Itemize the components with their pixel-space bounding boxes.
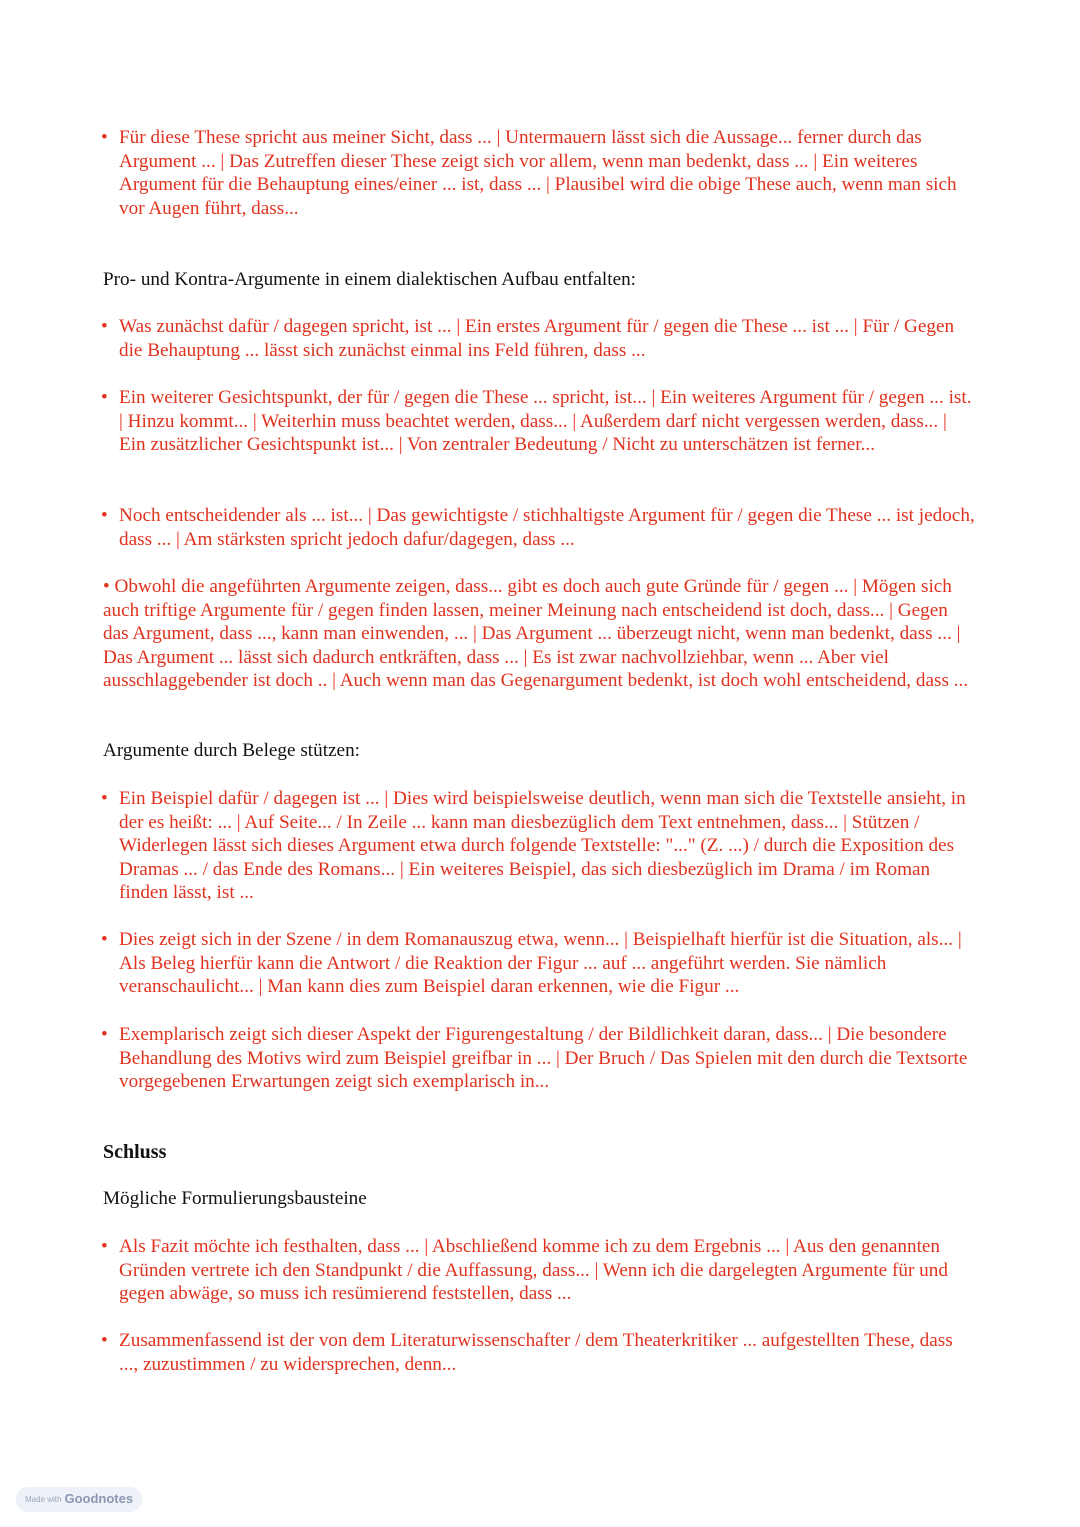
goodnotes-badge xyxy=(16,1487,142,1512)
list-item: • Exemplarisch zeigt sich dieser Aspekt der Figurengestaltung / der Bildlichkeit daran, dass... | Die besondere Behandlung des Motivs wird zum Beispiel greifbar in ... | Der Bruch / Das Spielen mit den durch die Textsorte vorgegebenen Erwartungen zeigt sich exemplarisch in... xyxy=(101,1024,968,1093)
counterargument-paragraph: • Obwohl die angeführten Argumente zeigen, dass... gibt es doch auch gute Gründe für / gegen ... | Mögen sich auch triftige Argumente für / gegen finden lassen, meiner Meinung nach entscheidend ist doch, dass... | Gegen das Argument, dass ..., kann man einwenden, ... | Das Argument ... überzeugt nicht, wenn man bedenkt, dass ... | Das Argument ... lässt sich dadurch entkräften, dass ... | Es ist zwar nachvollziehbar, wenn ... Aber viel ausschlaggebender ist doch .. | Auch wenn man das Gegenargument bedenkt, ist doch wohl entscheidend, dass ... xyxy=(103,576,969,692)
list-item: • Noch entscheidender als ... ist... | Das gewichtigste / stichhaltigste Argument für / gegen die These ... ist jedoch, dass ... | Am stärksten spricht jedoch dafur/dagegen, dass ... xyxy=(101,505,975,550)
list-item: • Zusammenfassend ist der von dem Literaturwissenschafter / dem Theaterkritiker ... aufgestellten These, dass ..., zuzustimmen / zu widersprechen, denn... xyxy=(101,1330,953,1375)
list-item: • Ein Beispiel dafür / dagegen ist ... | Dies wird beispielsweise deutlich, wenn man sich die Textstelle ansieht, in der es heißt: ... | Auf Seite... / In Zeile ... kann man diesbezüglich dem Text entnehmen, dass... | Stützen / Widerlegen lässt sich dieses Argument etwa durch folgende Textstelle: "..." (Z. ...) / durch die Exposition des Dramas ... / das Ende des Romans... | Ein weiteres Beispiel, das sich diesbezüglich im Drama / im Roman finden lässt, ist ... xyxy=(101,788,966,904)
section-heading-evidence: Argumente durch Belege stützen: xyxy=(103,740,360,761)
list-item: • Ein weiterer Gesichtspunkt, der für / gegen die These ... spricht, ist... | Ein weiteres Argument für / gegen ... ist. | Hinzu kommt... | Weiterhin muss beachtet werden, dass... | Außerdem darf nicht vergessen werden, dass... | Ein zusätzlicher Gesichtspunkt ist... | Von zentraler Bedeutung / Nicht zu unterschätzen ist ferner... xyxy=(101,387,972,456)
badge-made-with: Made with xyxy=(25,1495,62,1504)
list-item: • Als Fazit möchte ich festhalten, dass ... | Abschließend komme ich zu dem Ergebnis ... | Aus den genannten Gründen vertrete ich den Standpunkt / die Auffassung, dass... | Wenn ich die dargelegten Argumente für und gegen abwäge, so muss ich resümierend feststellen, dass ... xyxy=(101,1236,948,1305)
section-title-schluss: Schluss xyxy=(103,1141,167,1163)
list-item: • Dies zeigt sich in der Szene / in dem Romanauszug etwa, wenn... | Beispielhaft hierfür ist die Situation, als... | Als Beleg hierfür kann die Antwort / die Reaktion der Figur ... auf ... angeführt werden. Sie nämlich veranschaulicht... | Man kann dies zum Beispiel daran erkennen, wie die Figur ... xyxy=(101,929,962,998)
badge-brand: Goodnotes xyxy=(64,1491,134,1506)
section-subheading: Mögliche Formulierungsbausteine xyxy=(103,1188,367,1209)
list-item: • Für diese These spricht aus meiner Sicht, dass ... | Untermauern lässt sich die Aussage... ferner durch das Argument ... | Das Zutreffen dieser These zeigt sich vor allem, wenn man bedenkt, dass ... | Ein weiteres Argument für die Behauptung eines/einer ... ist, dass ... | Plausibel wird die obige These auch, wenn man sich vor Augen führt, dass... xyxy=(101,127,957,219)
list-item: • Was zunächst dafür / dagegen spricht, ist ... | Ein erstes Argument für / gegen die These ... ist ... | Für / Gegen die Behauptung ... lässt sich zunächst einmal ins Feld führen, dass ... xyxy=(101,316,955,361)
section-heading-dialectic: Pro- und Kontra-Argumente in einem dialektischen Aufbau entfalten: xyxy=(103,269,637,290)
